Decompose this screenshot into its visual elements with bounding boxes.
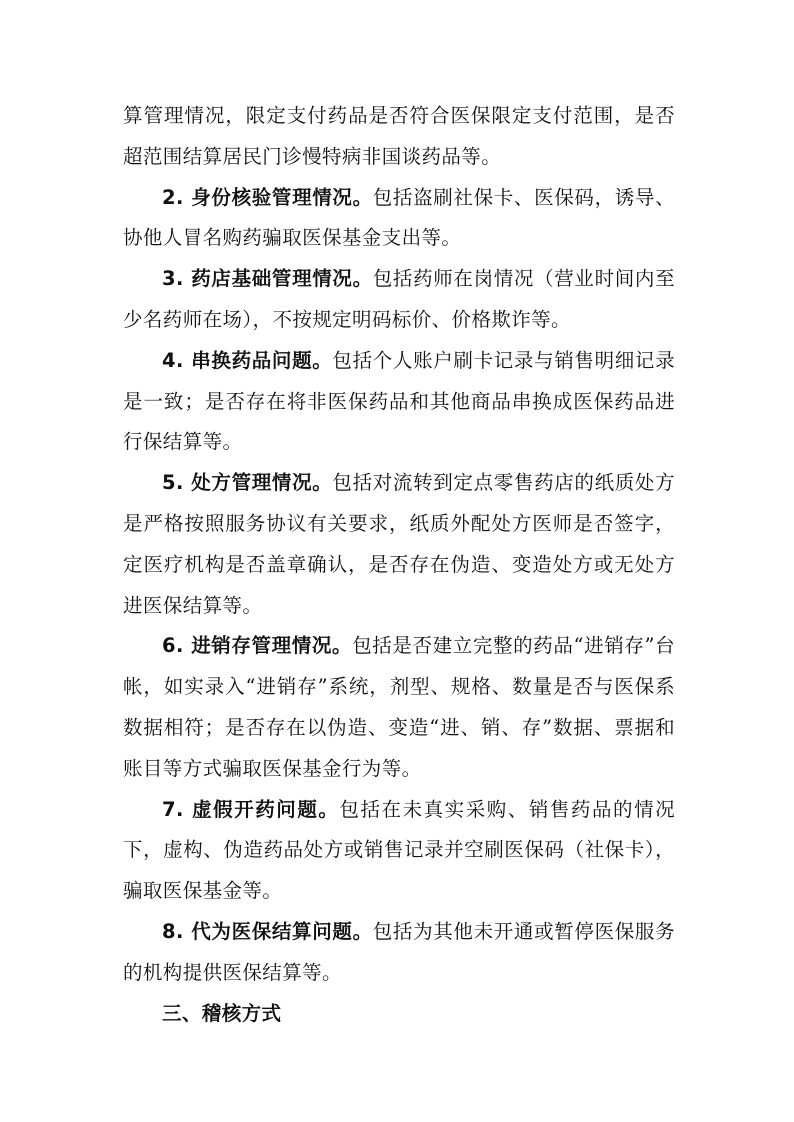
- document-body: [123, 96, 675, 1034]
- item-text: 包括在未真实采购、销售药品的情况下，虚构、伪造药品处方或销售记录并空刷医保码（社保卡），骗取医保基金等。: [123, 797, 676, 903]
- item-heading: 4. 串换药品问题。: [162, 348, 333, 372]
- item-text: 包括是否建立完整的药品“进销存”台帐，如实录入“进销存”系统，剂型、规格、数量是否与医保系数据相符；是否存在以伪造、变造“进、销、存”数据、票据和账目等方式骗取医保基金行为等。: [123, 634, 675, 780]
- item-heading: 8. 代为医保结算问题。: [162, 919, 373, 943]
- item-heading: 5. 处方管理情况。: [162, 471, 333, 495]
- item-text: 包括药师在岗情况（营业时间内至少名药师在场），不按规定明码标价、价格欺诈等。: [123, 267, 675, 331]
- item-text: 包括对流转到定点零售药店的纸质处方是严格按照服务协议有关要求，纸质外配处方医师是否签字，定医疗机构是否盖章确认，是否存在伪造、变造处方或无处方进医保结算等。: [123, 471, 675, 617]
- continuation-paragraph: 算管理情况，限定支付药品是否符合医保限定支付范围，是否超范围结算居民门诊慢特病非国谈药品等。: [123, 104, 675, 168]
- item-pharmacy-basic-management: [123, 259, 675, 341]
- item-heading: 2. 身份核验管理情况。: [162, 185, 373, 209]
- item-heading: 3. 药店基础管理情况。: [162, 267, 373, 291]
- item-false-prescribing: [123, 790, 675, 912]
- item-prescription-management: [123, 463, 675, 626]
- item-text: 包括个人账户刷卡记录与销售明细记录是一致；是否存在将非医保药品和其他商品串换成医保药品进行保结算等。: [123, 348, 675, 454]
- item-text: 包括为其他未开通或暂停医保服务的机构提供医保结算等。: [123, 919, 675, 984]
- item-proxy-settlement: [123, 912, 675, 994]
- item-drug-swapping: [123, 341, 675, 463]
- section-heading: 三、稽核方式: [162, 1001, 282, 1025]
- item-heading: 6. 进销存管理情况。: [162, 634, 353, 658]
- item-inventory-management: [123, 626, 675, 789]
- item-text: 包括盗刷社保卡、医保码，诱导、协他人冒名购药骗取医保基金支出等。: [123, 185, 675, 250]
- item-heading: 7. 虚假开药问题。: [162, 797, 340, 821]
- item-identity-verification: [123, 178, 675, 260]
